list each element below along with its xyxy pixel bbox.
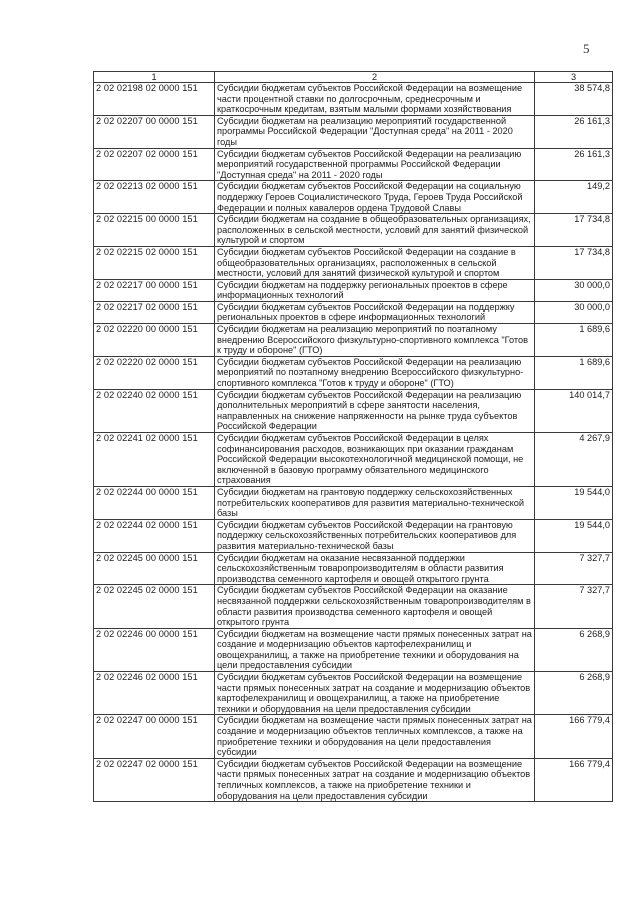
revenue-name-cell: Субсидии бюджетам субъектов Российской Федерации на возмещение части прямых понесенных затрат на создание и модернизацию объектов картофелехранилищ и овощехранилищ, а также на приобретение техники и оборудования на цели предоставления субсидии: [215, 672, 535, 715]
amount-cell: 7 327,7: [535, 585, 613, 628]
budget-code-cell: 2 02 02220 00 0000 151: [94, 324, 215, 357]
budget-code-cell: 2 02 02213 02 0000 151: [94, 181, 215, 214]
revenue-name-cell: Субсидии бюджетам на реализацию мероприятий государственной программы Российской Федерации "Доступная среда" на 2011 - 2020 годы: [215, 115, 535, 148]
table-row: [94, 279, 613, 301]
amount-cell: 166 779,4: [535, 715, 613, 758]
table-row: [94, 758, 613, 801]
table-row: [94, 115, 613, 148]
revenue-name-cell: Субсидии бюджетам субъектов Российской Федерации на оказание несвязанной поддержки сельскохозяйственным товаропроизводителям в области развития производства семенного картофеля и овощей открытого грунта: [215, 585, 535, 628]
table-row: [94, 389, 613, 432]
budget-code-cell: 2 02 02240 02 0000 151: [94, 389, 215, 432]
page-number: 5: [583, 41, 590, 56]
table-row: [94, 628, 613, 671]
amount-cell: 149,2: [535, 181, 613, 214]
revenue-name-cell: Субсидии бюджетам субъектов Российской Федерации на грантовую поддержку сельскохозяйственных потребительских кооперативов для развития материально-технической базы: [215, 519, 535, 552]
budget-code-cell: 2 02 02247 02 0000 151: [94, 758, 215, 801]
amount-cell: 166 779,4: [535, 758, 613, 801]
table-row: [94, 301, 613, 323]
budget-code-cell: 2 02 02244 00 0000 151: [94, 486, 215, 519]
amount-cell: 4 267,9: [535, 433, 613, 487]
budget-code-cell: 2 02 02241 02 0000 151: [94, 433, 215, 487]
revenue-name-cell: Субсидии бюджетам на создание в общеобразовательных организациях, расположенных в сельской местности, условий для занятий физической культурой и спортом: [215, 214, 535, 247]
amount-cell: 140 014,7: [535, 389, 613, 432]
amount-cell: 1 689,6: [535, 324, 613, 357]
revenue-name-cell: Субсидии бюджетам субъектов Российской Федерации на поддержку региональных проектов в сфере информационных технологий: [215, 301, 535, 323]
amount-cell: 30 000,0: [535, 301, 613, 323]
budget-code-cell: 2 02 02245 02 0000 151: [94, 585, 215, 628]
revenue-name-cell: Субсидии бюджетам субъектов Российской Федерации на реализацию мероприятий по поэтапному внедрению Всероссийского физкультурно-спортивного комплекса "Готов к труду и обороне" (ГТО): [215, 356, 535, 389]
revenue-name-cell: Субсидии бюджетам субъектов Российской Федерации на реализацию дополнительных мероприятий в сфере занятости населения, направленных на снижение напряженности на рынке труда субъектов Российской Федерации: [215, 389, 535, 432]
table-row: [94, 246, 613, 279]
table-row: [94, 148, 613, 181]
revenue-name-cell: Субсидии бюджетам на реализацию мероприятий по поэтапному внедрению Всероссийского физкультурно-спортивного комплекса "Готов к труду и обороне" (ГТО): [215, 324, 535, 357]
amount-cell: 17 734,8: [535, 214, 613, 247]
revenue-name-cell: Субсидии бюджетам на возмещение части прямых понесенных затрат на создание и модернизацию объектов картофелехранилищ и овощехранилищ, а также на приобретение техники и оборудования на цели предоставления субсидии: [215, 628, 535, 671]
revenue-name-cell: Субсидии бюджетам субъектов Российской Федерации на создание в общеобразовательных организациях, расположенных в сельской местности, условий для занятий физической культурой и спортом: [215, 246, 535, 279]
amount-cell: 26 161,3: [535, 115, 613, 148]
budget-code-cell: 2 02 02217 00 0000 151: [94, 279, 215, 301]
budget-code-cell: 2 02 02207 00 0000 151: [94, 115, 215, 148]
amount-cell: 26 161,3: [535, 148, 613, 181]
table-row: [94, 181, 613, 214]
table-row: [94, 585, 613, 628]
budget-code-cell: 2 02 02245 00 0000 151: [94, 552, 215, 585]
table-row: [94, 672, 613, 715]
amount-cell: 6 268,9: [535, 628, 613, 671]
revenue-name-cell: Субсидии бюджетам субъектов Российской Федерации на возмещение части процентной ставки по долгосрочным, среднесрочным и краткосрочным кредитам, взятым малыми формами хозяйствования: [215, 83, 535, 116]
column-header-code: 1: [94, 72, 215, 83]
revenue-name-cell: Субсидии бюджетам на грантовую поддержку сельскохозяйственных потребительских кооперативов для развития материально-технической базы: [215, 486, 535, 519]
revenue-name-cell: Субсидии бюджетам субъектов Российской Федерации в целях софинансирования расходов, возникающих при оказании гражданам Российской Федерации высокотехнологичной медицинской помощи, не включенной в базовую программу обязательного медицинского страхования: [215, 433, 535, 487]
budget-code-cell: 2 02 02220 02 0000 151: [94, 356, 215, 389]
table-row: [94, 715, 613, 758]
table-row: [94, 324, 613, 357]
amount-cell: 19 544,0: [535, 519, 613, 552]
revenue-name-cell: Субсидии бюджетам субъектов Российской Федерации на реализацию мероприятий государственной программы Российской Федерации "Доступная среда" на 2011 - 2020 годы: [215, 148, 535, 181]
budget-code-cell: 2 02 02198 02 0000 151: [94, 83, 215, 116]
amount-cell: 6 268,9: [535, 672, 613, 715]
budget-revenue-table: [93, 71, 613, 802]
column-header-name: 2: [215, 72, 535, 83]
revenue-name-cell: Субсидии бюджетам субъектов Российской Федерации на возмещение части прямых понесенных затрат на создание и модернизацию объектов тепличных комплексов, а также на приобретение техники и оборудования на цели предоставления субсидии: [215, 758, 535, 801]
amount-cell: 7 327,7: [535, 552, 613, 585]
amount-cell: 1 689,6: [535, 356, 613, 389]
budget-code-cell: 2 02 02246 00 0000 151: [94, 628, 215, 671]
budget-code-cell: 2 02 02244 02 0000 151: [94, 519, 215, 552]
budget-code-cell: 2 02 02246 02 0000 151: [94, 672, 215, 715]
amount-cell: 38 574,8: [535, 83, 613, 116]
revenue-name-cell: Субсидии бюджетам на возмещение части прямых понесенных затрат на создание и модернизацию объектов тепличных комплексов, а также на приобретение техники и оборудования на цели предоставления субсидии: [215, 715, 535, 758]
table-row: [94, 552, 613, 585]
table-row: [94, 83, 613, 116]
amount-cell: 17 734,8: [535, 246, 613, 279]
budget-code-cell: 2 02 02215 02 0000 151: [94, 246, 215, 279]
budget-code-cell: 2 02 02215 00 0000 151: [94, 214, 215, 247]
amount-cell: 30 000,0: [535, 279, 613, 301]
revenue-name-cell: Субсидии бюджетам субъектов Российской Федерации на социальную поддержку Героев Социалистического Труда, Героев Труда Российской Федерации и полных кавалеров ордена Трудовой Славы: [215, 181, 535, 214]
table-row: [94, 486, 613, 519]
table-row: [94, 214, 613, 247]
table-row: [94, 356, 613, 389]
amount-cell: 19 544,0: [535, 486, 613, 519]
column-header-amount: 3: [535, 72, 613, 83]
budget-code-cell: 2 02 02217 02 0000 151: [94, 301, 215, 323]
budget-code-cell: 2 02 02207 02 0000 151: [94, 148, 215, 181]
table-row: [94, 519, 613, 552]
table-header-row: [94, 72, 613, 83]
revenue-name-cell: Субсидии бюджетам на поддержку региональных проектов в сфере информационных технологий: [215, 279, 535, 301]
table-row: [94, 433, 613, 487]
budget-code-cell: 2 02 02247 00 0000 151: [94, 715, 215, 758]
revenue-name-cell: Субсидии бюджетам на оказание несвязанной поддержки сельскохозяйственным товаропроизводителям в области развития производства семенного картофеля и овощей открытого грунта: [215, 552, 535, 585]
